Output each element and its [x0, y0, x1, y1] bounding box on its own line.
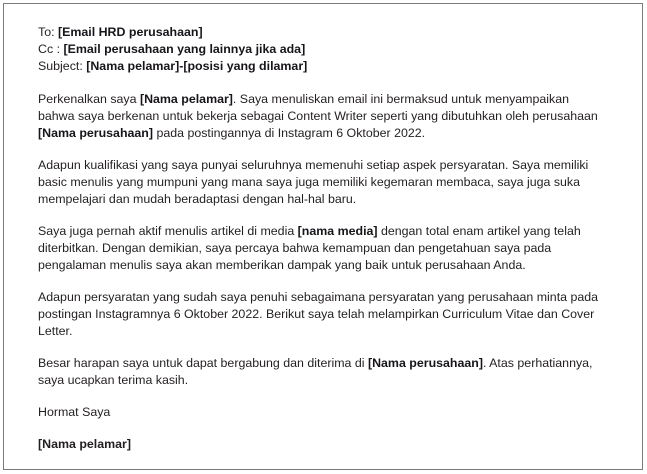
email-to-value: [Email HRD perusahaan]	[57, 25, 203, 39]
p1-text-1: Perkenalkan saya	[38, 92, 140, 106]
p5-placeholder-company-name: [Nama perusahaan]	[367, 356, 483, 370]
body-paragraph-5	[38, 355, 604, 389]
email-header-block	[38, 24, 624, 75]
email-subject-line	[38, 58, 624, 75]
body-paragraph-2	[38, 157, 604, 208]
email-cc-label: Cc :	[38, 42, 61, 56]
email-to-line	[38, 24, 624, 41]
p1-placeholder-applicant-name: [Nama pelamar]	[139, 92, 233, 106]
p2-text-1: Adapun kualifikasi yang saya punyai seluruhnya memenuhi setiap aspek persyaratan. Saya memiliki basic menulis yang mumpuni yang mana saya juga memiliki kegemaran membaca, saya juga suka mempelajari dan mudah beradaptasi dengan hal-hal baru.	[38, 158, 589, 206]
document-page	[3, 3, 643, 470]
email-to-label: To:	[38, 25, 55, 39]
email-subject-value: [Nama pelamar]-[posisi yang dilamar]	[86, 59, 308, 73]
p1-text-3: pada postingannya di Instagram 6 Oktober 2022.	[153, 126, 426, 140]
p4-text-1: Adapun persyaratan yang sudah saya penuhi sebagaimana persyaratan yang perusahaan minta pada postingan Instagramnya 6 Oktober 2022. Berikut saya telah melampirkan Curriculum Vitae dan Cover Letter.	[38, 290, 599, 338]
p5-text-1: Besar harapan saya untuk dapat bergabung dan diterima di	[38, 356, 368, 370]
closing-salutation: Hormat Saya	[38, 405, 111, 419]
p1-text-2: . Saya menuliskan email ini bermaksud untuk menyampaikan bahwa saya berkenan untuk bekerja sebagai Content Writer seperti yang dibutuhkan oleh perusahaan	[38, 92, 598, 123]
body-paragraph-1	[38, 91, 604, 142]
document-body	[38, 24, 624, 453]
p3-text-2: dengan total enam artikel yang telah diterbitkan. Dengan demikian, saya percaya bahwa kemampuan dan pengetahuan saya pada pengalaman menulis saya akan memberikan dampak yang baik untuk perusahaan Anda.	[38, 224, 581, 272]
p1-placeholder-company-name: [Nama perusahaan]	[38, 126, 153, 140]
body-paragraph-3	[38, 223, 604, 274]
email-subject-label: Subject:	[38, 59, 83, 73]
p3-placeholder-media-name: [nama media]	[297, 224, 378, 238]
email-cc-line	[38, 41, 624, 58]
body-paragraph-4	[38, 289, 604, 340]
closing-signature: [Nama pelamar]	[38, 437, 131, 451]
p5-text-2: . Atas perhatiannya, saya ucapkan terima kasih.	[38, 356, 593, 387]
email-cc-value: [Email perusahaan yang lainnya jika ada]	[63, 42, 306, 56]
p3-text-1: Saya juga pernah aktif menulis artikel di media	[38, 224, 298, 238]
